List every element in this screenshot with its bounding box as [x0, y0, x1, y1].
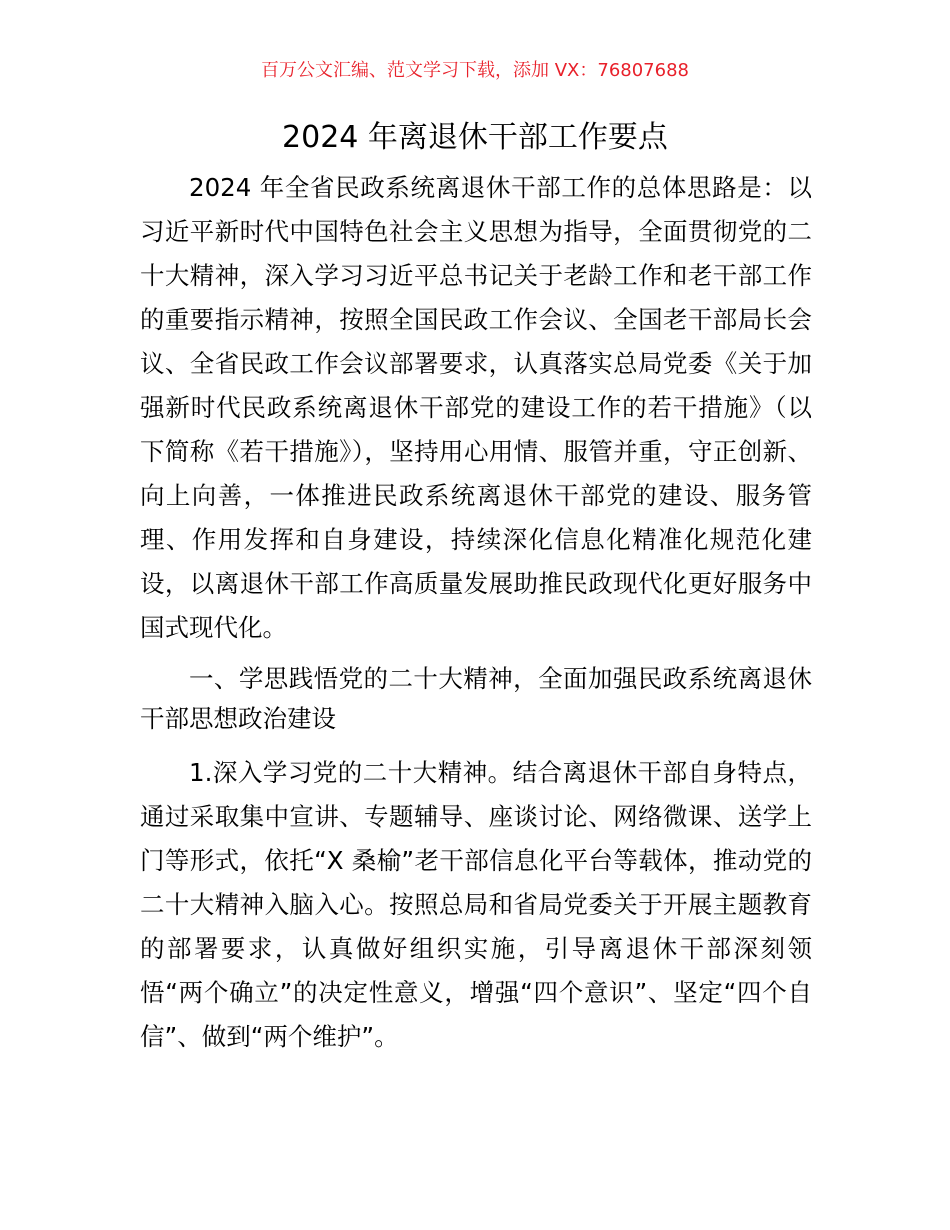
watermark-banner: 百万公文汇编、范文学习下载，添加 VX：76807688 [261, 60, 689, 81]
section-heading: 一、学思践悟党的二十大精神，全面加强民政系统离退休干部思想政治建设 [140, 664, 812, 733]
document-title: 2024 年离退休干部工作要点 [282, 120, 668, 155]
item-paragraph: 1.深入学习党的二十大精神。结合离退休干部自身特点，通过采取集中宣讲、专题辅导、座谈讨论、网络微课、送学上门等形式，依托“X 桑榆”老干部信息化平台等载体，推动党的二十大精神入脑入心。按照总局和省局党委关于开展主题教育的部署要求，认真做好组织实施，引导离退休干部深刻领悟“两个确立”的决定性意义，增强“四个意识”、坚定“四个自信”、做到“两个维护”。 [140, 758, 812, 1051]
intro-paragraph: 2024 年全省民政系统离退休干部工作的总体思路是：以习近平新时代中国特色社会主义思想为指导，全面贯彻党的二十大精神，深入学习习近平总书记关于老龄工作和老干部工作的重要指示精神，按照全国民政工作会议、全国老干部局长会议、全省民政工作会议部署要求，认真落实总局党委《关于加强新时代民政系统离退休干部党的建设工作的若干措施》（以下简称《若干措施》），坚持用心用情、服管并重，守正创新、向上向善，一体推进民政系统离退休干部党的建设、服务管理、作用发挥和自身建设，持续深化信息化精准化规范化建设，以离退休干部工作高质量发展助推民政现代化更好服务中国式现代化。 [140, 173, 812, 642]
